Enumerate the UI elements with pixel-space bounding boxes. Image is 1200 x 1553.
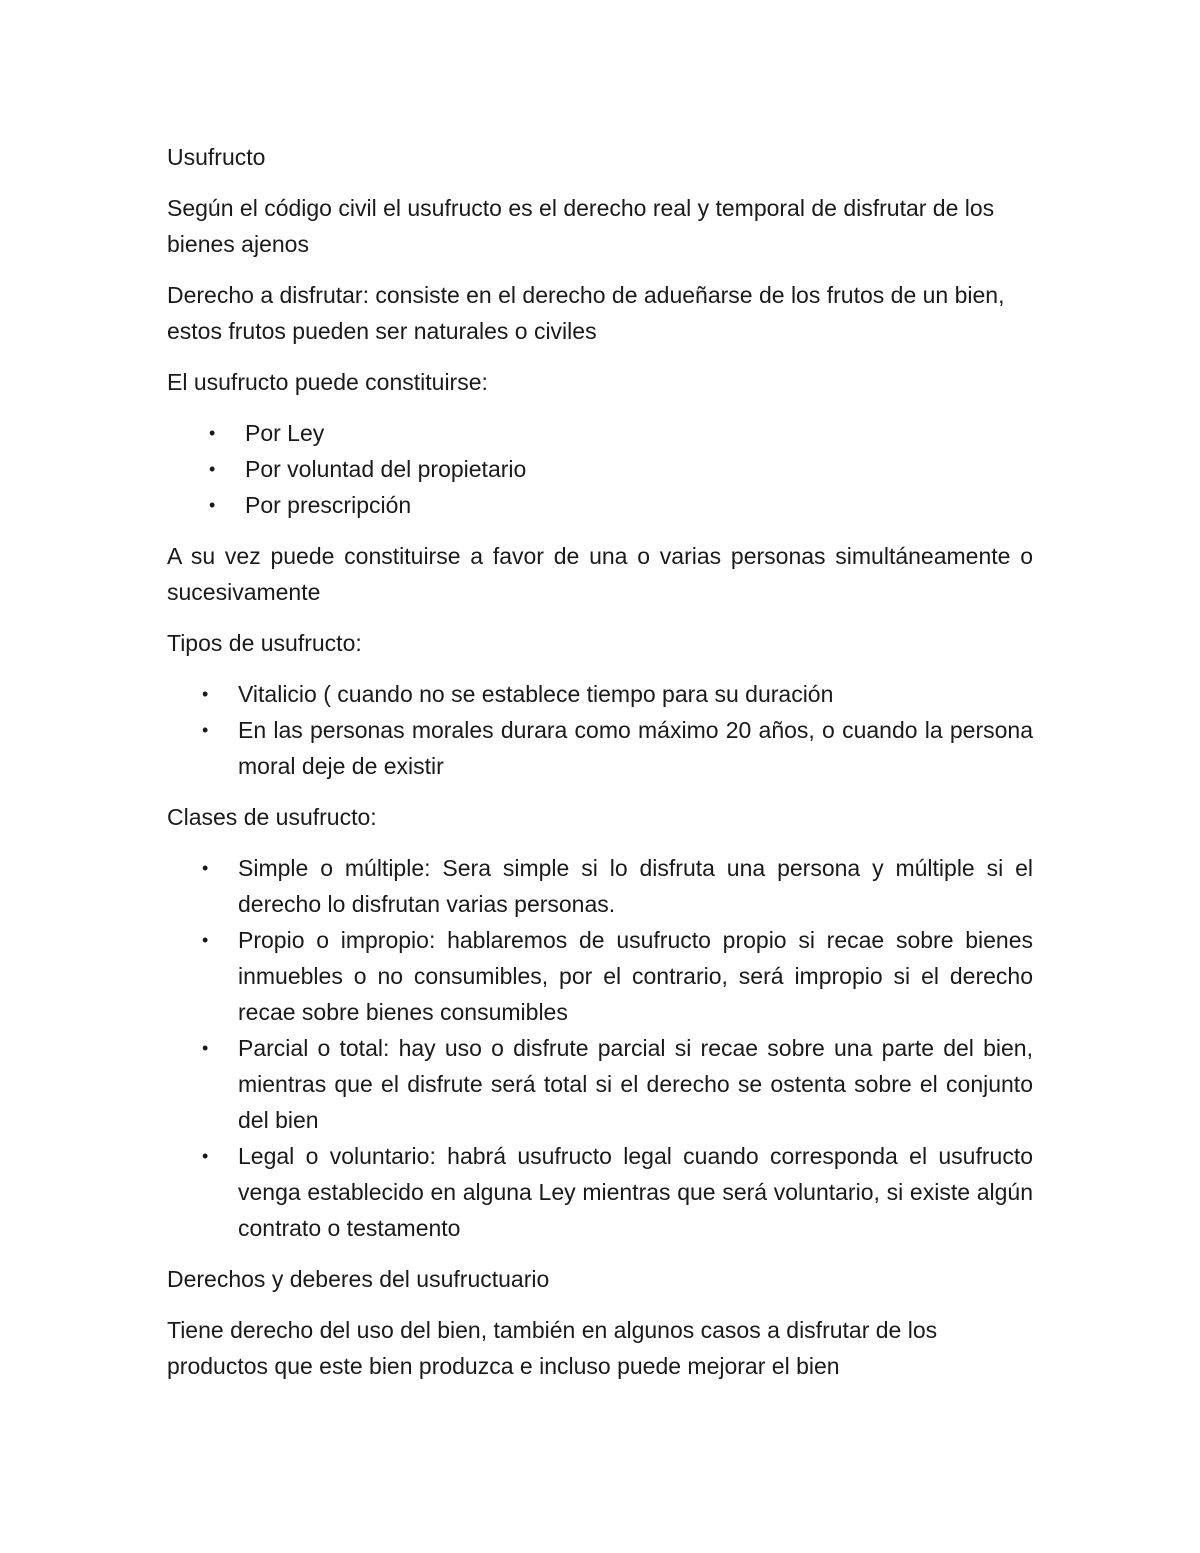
bullet-icon: • bbox=[202, 684, 209, 704]
paragraph-tiene-derecho: Tiene derecho del uso del bien, también en algunos casos a disfrutar de los productos que este bien produzca e incluso puede mejorar el bien bbox=[167, 1317, 938, 1379]
paragraph-a-favor: A su vez puede constituirse a favor de una o varias personas simultáneamente o sucesivamente bbox=[167, 543, 1033, 605]
constituirse-list bbox=[167, 415, 1033, 523]
list-item-text: Vitalicio ( cuando no se establece tiempo para su duración bbox=[238, 681, 834, 707]
list-item bbox=[167, 712, 1033, 784]
paragraph-derecho-disfrutar: Derecho a disfrutar: consiste en el derecho de adueñarse de los frutos de un bien, estos frutos pueden ser naturales o civiles bbox=[167, 282, 1005, 344]
document-title: Usufructo bbox=[167, 144, 266, 170]
list-item bbox=[167, 487, 1033, 523]
list-item bbox=[167, 676, 1033, 712]
list-item bbox=[167, 415, 1033, 451]
tipos-list bbox=[167, 676, 1033, 784]
bullet-icon: • bbox=[209, 459, 216, 479]
bullet-icon: • bbox=[202, 858, 209, 878]
list-item-text: Simple o múltiple: Sera simple si lo disfruta una persona y múltiple si el derecho lo disfrutan varias personas. bbox=[238, 855, 1033, 917]
list-item-text: Por voluntad del propietario bbox=[245, 456, 527, 482]
list-item bbox=[167, 1138, 1033, 1246]
list-item-text: Por Ley bbox=[245, 420, 325, 446]
paragraph-definition: Según el código civil el usufructo es el derecho real y temporal de disfrutar de los bienes ajenos bbox=[167, 195, 995, 257]
bullet-icon: • bbox=[202, 1038, 209, 1058]
clases-list bbox=[167, 850, 1033, 1246]
document-body bbox=[167, 139, 1033, 1399]
paragraph-clases-intro: Clases de usufructo: bbox=[167, 804, 377, 830]
bullet-icon: • bbox=[202, 930, 209, 950]
paragraph-constituirse-intro: El usufructo puede constituirse: bbox=[167, 369, 488, 395]
bullet-icon: • bbox=[209, 495, 216, 515]
list-item-text: Por prescripción bbox=[245, 492, 412, 518]
paragraph-derechos-heading: Derechos y deberes del usufructuario bbox=[167, 1266, 550, 1292]
bullet-icon: • bbox=[202, 1146, 209, 1166]
list-item-text: Propio o impropio: hablaremos de usufructo propio si recae sobre bienes inmuebles o no consumibles, por el contrario, será impropio si el derecho recae sobre bienes consumibles bbox=[238, 927, 1033, 1025]
list-item bbox=[167, 1030, 1033, 1138]
paragraph-tipos-intro: Tipos de usufructo: bbox=[167, 630, 362, 656]
list-item-text: Legal o voluntario: habrá usufructo legal cuando corresponda el usufructo venga establecido en alguna Ley mientras que será voluntario, si existe algún contrato o testamento bbox=[238, 1143, 1033, 1241]
list-item-text: Parcial o total: hay uso o disfrute parcial si recae sobre una parte del bien, mientras que el disfrute será total si el derecho se ostenta sobre el conjunto del bien bbox=[238, 1035, 1033, 1133]
list-item bbox=[167, 850, 1033, 922]
bullet-icon: • bbox=[209, 423, 216, 443]
list-item bbox=[167, 451, 1033, 487]
list-item-text: En las personas morales durara como máximo 20 años, o cuando la persona moral deje de existir bbox=[238, 717, 1033, 779]
list-item bbox=[167, 922, 1033, 1030]
bullet-icon: • bbox=[202, 720, 209, 740]
